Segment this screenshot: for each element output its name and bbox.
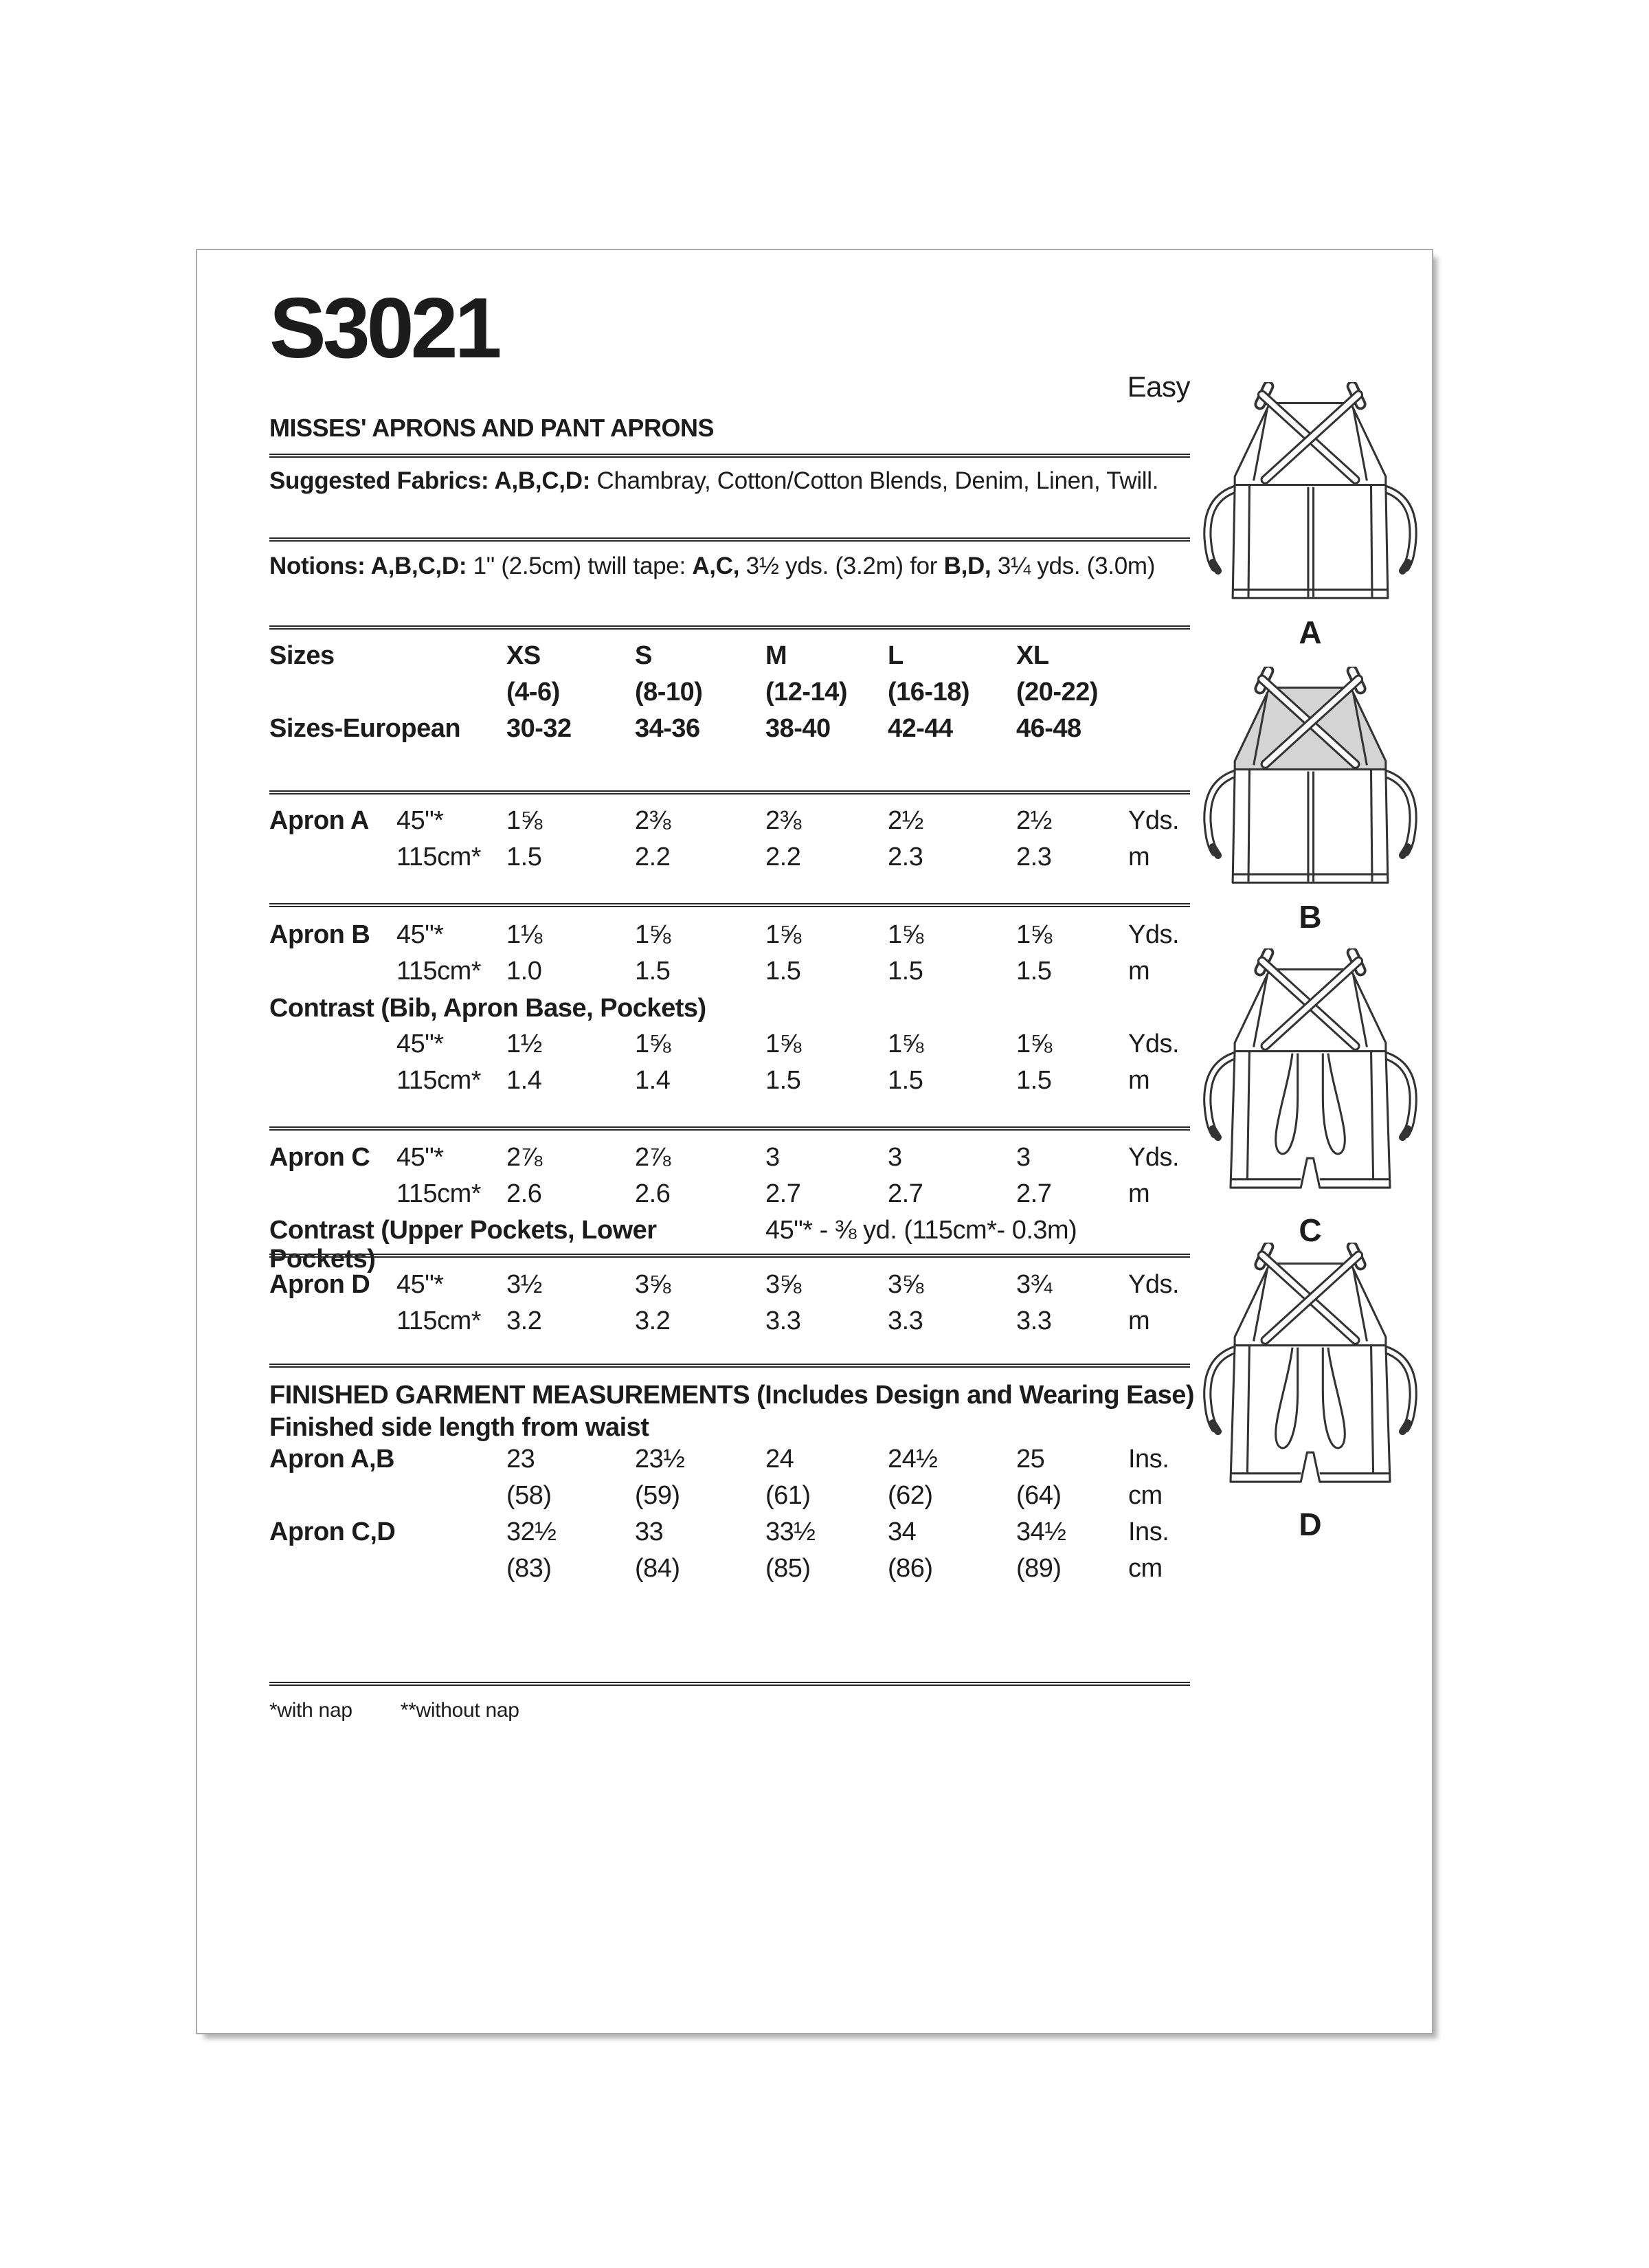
measurement-cell: 34	[888, 1517, 917, 1546]
size-header-row	[269, 642, 1190, 671]
yardage-cell: 1⅝	[1016, 920, 1052, 949]
notions-amount-ac: 3½ yds. (3.2m)	[745, 553, 904, 579]
yardage-cell: 3.2	[635, 1307, 671, 1335]
notions-line	[269, 553, 1211, 580]
unit-label: Yds.	[1128, 806, 1180, 835]
measurement-cell: 32½	[506, 1517, 557, 1546]
contrast-label-apron-c: Contrast (Upper Pockets, Lower Pockets)	[269, 1216, 657, 1274]
yardage-cell: 3⅝	[765, 1270, 801, 1299]
yardage-cell: 1.4	[635, 1066, 671, 1095]
with-nap-note: *with nap	[269, 1699, 352, 1722]
yardage-row-apron-a-45	[269, 807, 1190, 836]
divider	[269, 625, 1190, 630]
suggested-fabrics-value: Chambray, Cotton/Cotton Blends, Denim, Linen, Twill.	[596, 467, 1159, 494]
yardage-cell: 3⅝	[635, 1270, 671, 1299]
yardage-cell: 2⅞	[635, 1143, 671, 1172]
unit-label: m	[1128, 843, 1150, 871]
size-range: (8-10)	[635, 678, 703, 707]
notions-connector: for	[910, 553, 938, 579]
yardage-cell: 2.3	[1016, 843, 1052, 871]
yardage-cell: 1.5	[1016, 1066, 1052, 1095]
view-label: C	[1299, 1212, 1322, 1248]
apron-d-illustration	[1195, 1243, 1426, 1500]
measurement-cell: (61)	[765, 1481, 811, 1510]
size-european-row	[269, 715, 1190, 744]
measurement-cell: (58)	[506, 1481, 552, 1510]
contrast-note-value: 45"* - ⅜ yd. (115cm*- 0.3m)	[765, 1216, 1077, 1245]
pattern-title: MISSES' APRONS AND PANT APRONS	[269, 414, 714, 442]
pattern-number: S3021	[269, 281, 499, 376]
yardage-cell: 3.2	[506, 1307, 542, 1335]
fabric-width: 115cm*	[396, 957, 482, 986]
fabric-width: 115cm*	[396, 1179, 482, 1208]
fabric-width: 45"*	[396, 1030, 444, 1058]
yardage-cell: 2½	[1016, 806, 1052, 835]
view-label: D	[1299, 1507, 1322, 1542]
without-nap-note: **without nap	[400, 1699, 519, 1722]
contrast-row-apron-b-115	[269, 1067, 1190, 1096]
finished-measurements-subheading: Finished side length from waist	[269, 1413, 649, 1442]
finished-row-apron-ab-ins	[269, 1445, 1190, 1474]
measurement-cell: 23½	[635, 1445, 685, 1474]
size-range: (20-22)	[1016, 678, 1098, 707]
unit-label: Yds.	[1128, 1270, 1180, 1299]
suggested-fabrics-line	[269, 467, 1211, 495]
size-european: 46-48	[1016, 714, 1081, 743]
finished-row-apron-ab-cm	[269, 1482, 1190, 1511]
view-c-figure	[1195, 948, 1426, 1249]
size-range: (12-14)	[765, 678, 847, 707]
divider	[269, 1682, 1190, 1686]
fabric-width: 115cm*	[396, 1307, 482, 1335]
row-label: Apron B	[269, 920, 370, 949]
yardage-cell: 3½	[506, 1270, 542, 1299]
unit-label: Ins.	[1128, 1445, 1169, 1474]
yardage-cell: 1⅝	[765, 920, 801, 949]
yardage-cell: 1⅝	[888, 1030, 923, 1058]
divider	[269, 1254, 1190, 1258]
yardage-cell: 1⅝	[888, 920, 923, 949]
fabric-width: 115cm*	[396, 843, 482, 871]
yardage-cell: 3.3	[1016, 1307, 1052, 1335]
divider	[269, 1126, 1190, 1131]
yardage-cell: 1.5	[1016, 957, 1052, 986]
yardage-cell: 2.6	[506, 1179, 542, 1208]
apron-c-illustration	[1195, 948, 1426, 1205]
nap-footnote	[269, 1699, 562, 1722]
measurement-cell: 33	[635, 1517, 664, 1546]
divider	[269, 1364, 1190, 1368]
view-d-figure	[1195, 1243, 1426, 1543]
yardage-row-apron-a-115	[269, 843, 1190, 872]
yardage-cell: 3⅝	[888, 1270, 923, 1299]
contrast-note-apron-c	[269, 1216, 1190, 1274]
divider	[269, 790, 1190, 794]
size-european: 30-32	[506, 714, 572, 743]
unit-label: Yds.	[1128, 1143, 1180, 1172]
measurement-cell: (59)	[635, 1481, 680, 1510]
yardage-cell: 1½	[506, 1030, 542, 1058]
yardage-cell: 2⅜	[635, 806, 671, 835]
unit-label: m	[1128, 1307, 1150, 1335]
yardage-cell: 1⅛	[506, 920, 542, 949]
yardage-row-apron-b-115	[269, 957, 1190, 986]
apron-a-illustration	[1195, 382, 1426, 608]
size-name: M	[765, 641, 787, 670]
unit-label: m	[1128, 1066, 1150, 1095]
measurement-cell: (83)	[506, 1554, 552, 1583]
view-label: A	[1299, 614, 1322, 650]
measurement-cell: (84)	[635, 1554, 680, 1583]
view-a-figure	[1195, 382, 1426, 651]
yardage-row-apron-d-115	[269, 1307, 1190, 1336]
yardage-cell: 1⅝	[635, 920, 671, 949]
yardage-cell: 1.4	[506, 1066, 542, 1095]
view-label: B	[1299, 899, 1322, 935]
yardage-cell: 2.7	[888, 1179, 923, 1208]
row-label: Apron A	[269, 806, 369, 835]
size-european: 34-36	[635, 714, 700, 743]
size-range: (16-18)	[888, 678, 969, 707]
measurement-cell: 24	[765, 1445, 794, 1474]
yardage-cell: 1⅝	[506, 806, 542, 835]
size-european: 42-44	[888, 714, 953, 743]
finished-row-apron-cd-cm	[269, 1555, 1190, 1583]
row-label: Apron D	[269, 1270, 370, 1299]
measurement-cell: (86)	[888, 1554, 933, 1583]
divider	[269, 903, 1190, 907]
size-range-row	[269, 678, 1190, 707]
fabric-width: 45"*	[396, 1143, 444, 1172]
measurement-cell: 24½	[888, 1445, 938, 1474]
yardage-row-apron-c-45	[269, 1144, 1190, 1172]
yardage-cell: 3	[1016, 1143, 1031, 1172]
yardage-cell: 2½	[888, 806, 923, 835]
yardage-cell: 1.5	[765, 1066, 801, 1095]
measurement-cell: (64)	[1016, 1481, 1062, 1510]
unit-label: Ins.	[1128, 1517, 1169, 1546]
row-label: Apron C,D	[269, 1517, 396, 1546]
yardage-cell: 3.3	[888, 1307, 923, 1335]
yardage-cell: 2.3	[888, 843, 923, 871]
unit-label: Yds.	[1128, 920, 1180, 949]
yardage-cell: 1.5	[888, 957, 923, 986]
measurement-cell: 33½	[765, 1517, 816, 1546]
yardage-cell: 2.6	[635, 1179, 671, 1208]
measurement-cell: 25	[1016, 1445, 1045, 1474]
measurement-cell: (85)	[765, 1554, 811, 1583]
yardage-row-apron-d-45	[269, 1271, 1190, 1300]
contrast-row-apron-b-45	[269, 1030, 1190, 1059]
unit-label: cm	[1128, 1481, 1163, 1510]
measurement-cell: 23	[506, 1445, 535, 1474]
yardage-cell: 1⅝	[1016, 1030, 1052, 1058]
size-name: XL	[1016, 641, 1049, 670]
yardage-row-apron-b-45	[269, 921, 1190, 950]
yardage-cell: 1⅝	[635, 1030, 671, 1058]
sizes-label: Sizes	[269, 641, 335, 670]
yardage-cell: 1.5	[506, 843, 542, 871]
unit-label: Yds.	[1128, 1030, 1180, 1058]
yardage-cell: 2⅞	[506, 1143, 542, 1172]
yardage-cell: 3	[765, 1143, 780, 1172]
size-name: S	[635, 641, 652, 670]
yardage-cell: 2.7	[765, 1179, 801, 1208]
measurement-cell: 34½	[1016, 1517, 1066, 1546]
yardage-cell: 2.7	[1016, 1179, 1052, 1208]
finished-measurements-heading: FINISHED GARMENT MEASUREMENTS (Includes Design and Wearing Ease)	[269, 1381, 1195, 1410]
contrast-label-apron-b: Contrast (Bib, Apron Base, Pockets)	[269, 994, 706, 1023]
unit-label: m	[1128, 1179, 1150, 1208]
suggested-fabrics-label: Suggested Fabrics: A,B,C,D:	[269, 467, 591, 494]
size-name: L	[888, 641, 904, 670]
difficulty-label: Easy	[1127, 370, 1190, 403]
yardage-cell: 2.2	[635, 843, 671, 871]
fabric-width: 45"*	[396, 806, 444, 835]
size-european: 38-40	[765, 714, 831, 743]
yardage-cell: 2.2	[765, 843, 801, 871]
notions-group-ac: A,C,	[692, 553, 740, 579]
unit-label: m	[1128, 957, 1150, 986]
yardage-cell: 3	[888, 1143, 902, 1172]
view-b-figure	[1195, 667, 1426, 935]
divider	[269, 454, 1190, 458]
yardage-row-apron-c-115	[269, 1180, 1190, 1209]
pattern-envelope-back	[196, 249, 1433, 2034]
size-name: XS	[506, 641, 541, 670]
yardage-cell: 1⅝	[765, 1030, 801, 1058]
fabric-width: 115cm*	[396, 1066, 482, 1095]
notions-tape: 1" (2.5cm) twill tape:	[473, 553, 686, 579]
yardage-cell: 1.5	[635, 957, 671, 986]
row-label: Apron C	[269, 1143, 370, 1172]
notions-group-bd: B,D,	[943, 553, 991, 579]
yardage-cell: 1.5	[888, 1066, 923, 1095]
notions-amount-bd: 3¼ yds. (3.0m)	[997, 553, 1156, 579]
yardage-cell: 2⅜	[765, 806, 801, 835]
yardage-cell: 1.0	[506, 957, 542, 986]
apron-b-illustration	[1195, 667, 1426, 892]
measurement-cell: (89)	[1016, 1554, 1062, 1583]
fabric-width: 45"*	[396, 920, 444, 949]
yardage-cell: 3.3	[765, 1307, 801, 1335]
row-label: Apron A,B	[269, 1445, 394, 1474]
finished-row-apron-cd-ins	[269, 1518, 1190, 1547]
unit-label: cm	[1128, 1554, 1163, 1583]
measurement-cell: (62)	[888, 1481, 933, 1510]
notions-label: Notions: A,B,C,D:	[269, 553, 467, 579]
yardage-cell: 1.5	[765, 957, 801, 986]
yardage-cell: 3¾	[1016, 1270, 1052, 1299]
size-range: (4-6)	[506, 678, 560, 707]
fabric-width: 45"*	[396, 1270, 444, 1299]
divider	[269, 537, 1190, 542]
sizes-european-label: Sizes-European	[269, 714, 461, 743]
